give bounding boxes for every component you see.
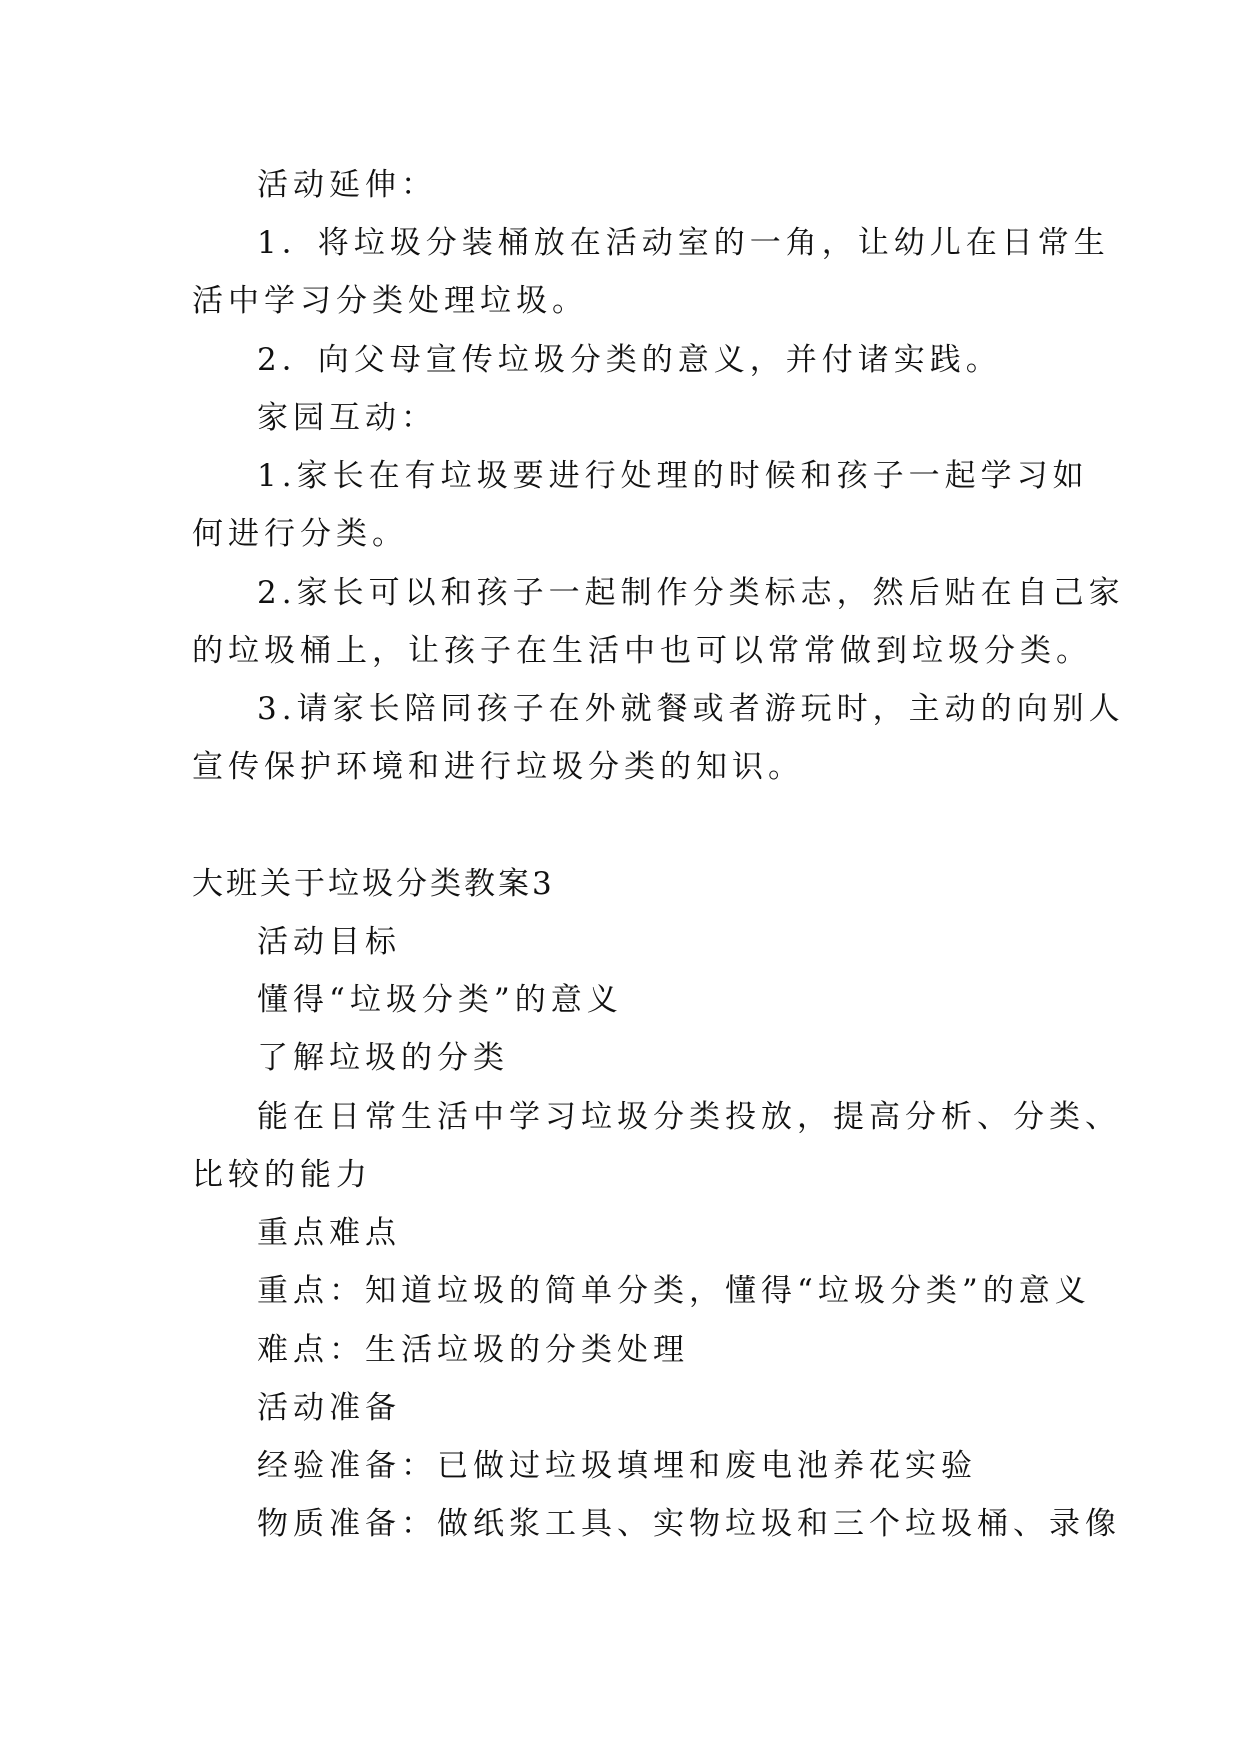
extension-item-2: 2．向父母宣传垃圾分类的意义，并付诸实践。 (257, 342, 1002, 378)
home-item-2-line-2: 的垃圾桶上，让孩子在生活中也可以常常做到垃圾分类。 (192, 633, 1092, 669)
home-interaction-heading: 家园互动： (257, 400, 437, 436)
home-item-1-line-2: 何进行分类。 (192, 516, 408, 552)
goal-item-3-line-1: 能在日常生活中学习垃圾分类投放，提高分析、分类、 (257, 1099, 1121, 1135)
goal-item-2: 了解垃圾的分类 (257, 1040, 509, 1076)
extension-item-1-line-1: 1．将垃圾分装桶放在活动室的一角，让幼儿在日常生 (257, 225, 1110, 261)
home-item-3-line-1: 3.请家长陪同孩子在外就餐或者游玩时，主动的向别人 (257, 691, 1125, 727)
extension-heading: 活动延伸： (257, 167, 437, 203)
goal-item-3-line-2: 比较的能力 (192, 1157, 372, 1193)
goals-heading: 活动目标 (257, 924, 401, 960)
key-difficulty-heading: 重点难点 (257, 1215, 401, 1251)
home-item-1-line-1: 1.家长在有垃圾要进行处理的时候和孩子一起学习如 (257, 458, 1089, 494)
preparation-heading: 活动准备 (257, 1390, 401, 1426)
key-point: 重点：知道垃圾的简单分类，懂得“垃圾分类”的意义 (257, 1273, 1091, 1309)
preparation-experience: 经验准备：已做过垃圾填埋和废电池养花实验 (257, 1448, 977, 1484)
difficulty-point: 难点：生活垃圾的分类处理 (257, 1332, 689, 1368)
preparation-material: 物质准备：做纸浆工具、实物垃圾和三个垃圾桶、录像 (257, 1506, 1121, 1542)
section-title: 大班关于垃圾分类教案3 (192, 866, 555, 902)
home-item-3-line-2: 宣传保护环境和进行垃圾分类的知识。 (192, 749, 804, 785)
home-item-2-line-1: 2.家长可以和孩子一起制作分类标志，然后贴在自己家 (257, 575, 1125, 611)
goal-item-1: 懂得“垃圾分类”的意义 (257, 982, 623, 1018)
extension-item-1-line-2: 活中学习分类处理垃圾。 (192, 283, 588, 319)
